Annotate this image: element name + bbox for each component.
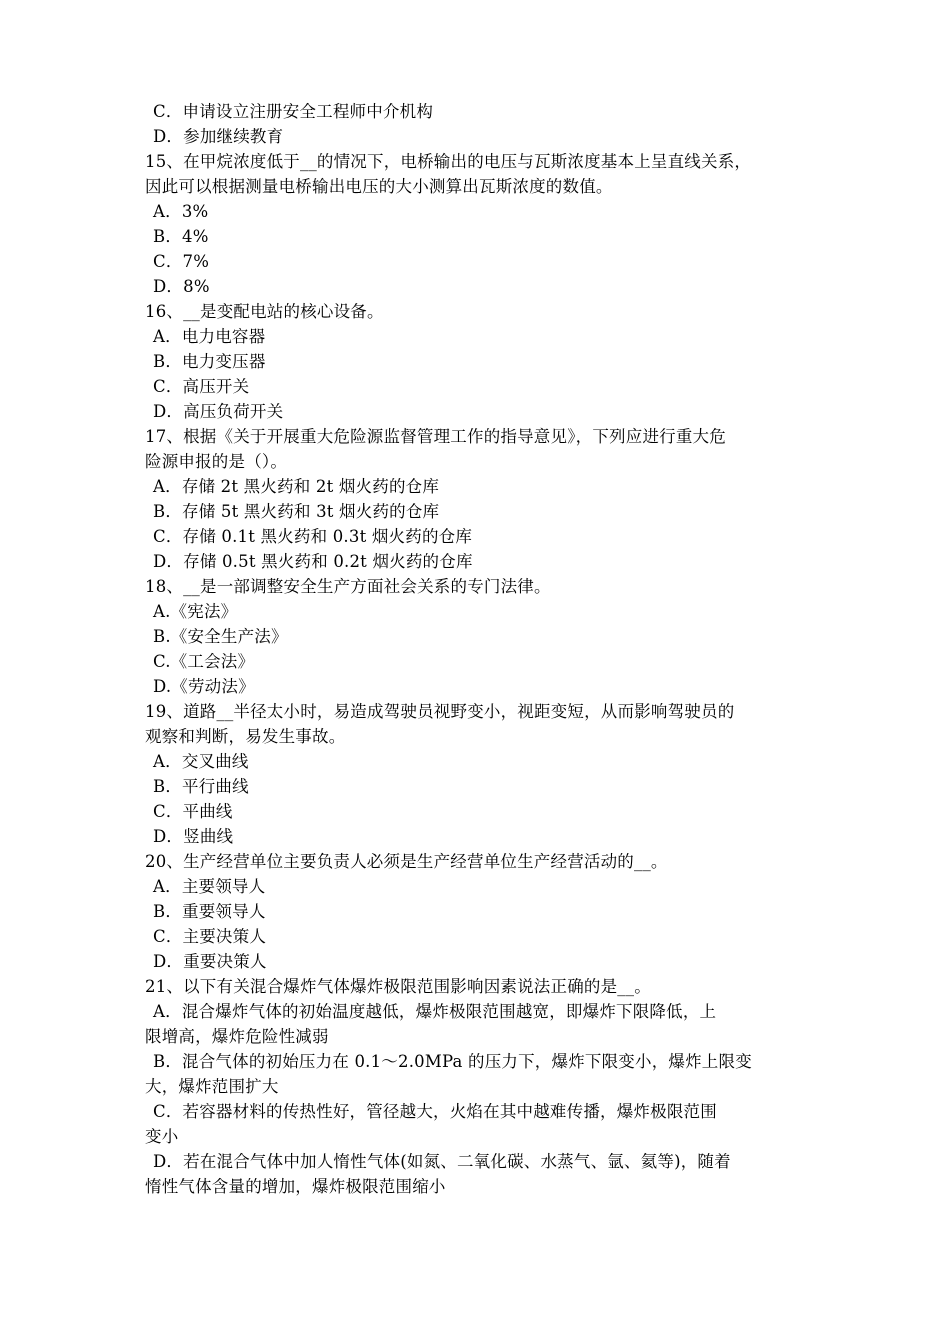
answer-option-line: D．重要决策人 <box>153 952 267 971</box>
answer-option-line: D．竖曲线 <box>153 827 234 846</box>
answer-option-line: A．交叉曲线 <box>153 752 249 771</box>
answer-option-line: D．若在混合气体中加人惰性气体(如氮、二氧化碳、水蒸气、氩、氦等)，随着 <box>153 1152 731 1171</box>
answer-option-line: A．主要领导人 <box>153 877 266 896</box>
answer-option-line: A．3% <box>153 202 209 221</box>
answer-option-line: B.《安全生产法》 <box>153 627 288 646</box>
answer-option-line: B．电力变压器 <box>153 352 266 371</box>
question-text-line: 大，爆炸范围扩大 <box>145 1077 279 1096</box>
question-text-line: 17、根据《关于开展重大危险源监督管理工作的指导意见》，下列应进行重大危 <box>145 427 726 446</box>
answer-option-line: B．重要领导人 <box>153 902 266 921</box>
answer-option-line: C．高压开关 <box>153 377 250 396</box>
answer-option-line: A.《宪法》 <box>153 602 238 621</box>
question-text-line: 因此可以根据测量电桥输出电压的大小测算出瓦斯浓度的数值。 <box>145 177 613 196</box>
answer-option-line: B．存储 5t 黑火药和 3t 烟火药的仓库 <box>153 502 440 521</box>
question-text-line: 20、生产经营单位主要负责人必须是生产经营单位生产经营活动的__。 <box>145 852 668 871</box>
question-text-line: 16、__是变配电站的核心设备。 <box>145 302 384 321</box>
question-text-line: 惰性气体含量的增加，爆炸极限范围缩小 <box>145 1177 446 1196</box>
question-text-line: 变小 <box>145 1127 179 1146</box>
answer-option-line: B．混合气体的初始压力在 0.1～2.0MPa 的压力下，爆炸下限变小，爆炸上限变 <box>153 1052 752 1071</box>
answer-option-line: C．若容器材料的传热性好，管径越大，火焰在其中越难传播，爆炸极限范围 <box>153 1102 717 1121</box>
answer-option-line: D．参加继续教育 <box>153 127 284 146</box>
answer-option-line: C．主要决策人 <box>153 927 267 946</box>
answer-option-line: D.《劳动法》 <box>153 677 255 696</box>
answer-option-line: C.《工会法》 <box>153 652 255 671</box>
answer-option-line: C．申请设立注册安全工程师中介机构 <box>153 102 434 121</box>
answer-option-line: A．混合爆炸气体的初始温度越低，爆炸极限范围越宽，即爆炸下限降低，上 <box>153 1002 717 1021</box>
question-text-line: 险源申报的是（）。 <box>145 452 288 471</box>
question-text-line: 观察和判断，易发生事故。 <box>145 727 346 746</box>
answer-option-line: D．8% <box>153 277 210 296</box>
question-text-line: 19、道路__半径太小时，易造成驾驶员视野变小，视距变短，从而影响驾驶员的 <box>145 702 735 721</box>
question-text-line: 18、__是一部调整安全生产方面社会关系的专门法律。 <box>145 577 551 596</box>
question-text-line: 15、在甲烷浓度低于__的情况下，电桥输出的电压与瓦斯浓度基本上呈直线关系， <box>145 152 752 171</box>
answer-option-line: B．平行曲线 <box>153 777 249 796</box>
answer-option-line: C．存储 0.1t 黑火药和 0.3t 烟火药的仓库 <box>153 527 473 546</box>
answer-option-line: C．平曲线 <box>153 802 233 821</box>
answer-option-line: C．7% <box>153 252 210 271</box>
answer-option-line: A．电力电容器 <box>153 327 266 346</box>
question-text-line: 21、以下有关混合爆炸气体爆炸极限范围影响因素说法正确的是__。 <box>145 977 651 996</box>
answer-option-line: B．4% <box>153 227 209 246</box>
answer-option-line: D．高压负荷开关 <box>153 402 284 421</box>
document-page <box>145 99 811 1199</box>
question-text-line: 限增高，爆炸危险性减弱 <box>145 1027 329 1046</box>
answer-option-line: A．存储 2t 黑火药和 2t 烟火药的仓库 <box>153 477 440 496</box>
answer-option-line: D．存储 0.5t 黑火药和 0.2t 烟火药的仓库 <box>153 552 473 571</box>
